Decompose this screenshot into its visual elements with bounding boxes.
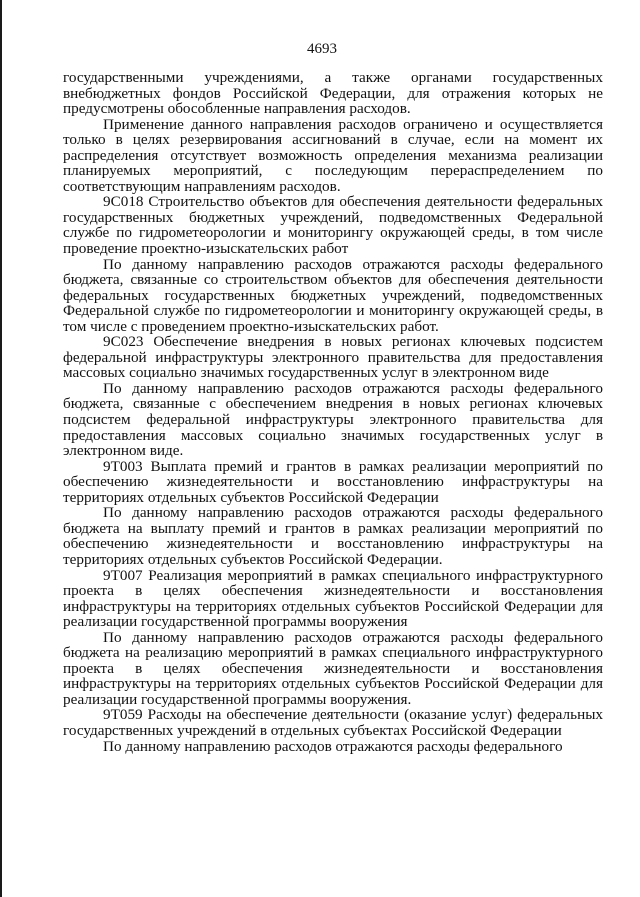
paragraph-9c023-description: По данному направлению расходов отражаются расходы федерального бюджета, связанные с обеспечением внедрения в новых регионах ключевых подсистем федеральной инфраструктуры электронного правительства для предоставления массовых социально значимых государственных услуг в электронном виде.: [63, 379, 603, 460]
heading-9c023: 9С023 Обеспечение внедрения в новых регионах ключевых подсистем федеральной инфраструктуры электронного правительства для предоставления массовых социально значимых государственных услуг в электронном виде: [63, 333, 603, 382]
paragraph-9c018-description: По данному направлению расходов отражаются расходы федерального бюджета, связанные со строительством объектов для обеспечения деятельности федеральных государственных бюджетных учреждений, подведомственных Федеральной службе по гидрометеорологии и мониторингу окружающей среды, в том числе с проведением проектно-изыскательских работ.: [63, 255, 603, 335]
paragraph-reserve-restriction: Применение данного направления расходов ограничено и осуществляется только в целях резервирования ассигнований в случае, если на момент их распределения отсутствует возможность определения механизма реализации планируемых мероприятий, с последующим перераспределением по соответствующим направлениям расходов.: [63, 115, 603, 195]
document-body: [63, 70, 603, 754]
paragraph-9t007-description: По данному направлению расходов отражаются расходы федерального бюджета на реализацию мероприятий в рамках специального инфраструктурного проекта в целях обеспечения жизнедеятельности и восстановления инфраструктуры на территориях отдельных субъектов Российской Федерации для реализации государственной программы вооружения.: [63, 628, 603, 708]
heading-9t007: 9Т007 Реализация мероприятий в рамках специального инфраструктурного проекта в целях обеспечения жизнедеятельности и восстановления инфраструктуры на территориях отдельных субъектов Российской Федерации для реализации государственной программы вооружения: [63, 566, 603, 631]
heading-9t003: 9Т003 Выплата премий и грантов в рамках реализации мероприятий по обеспечению жизнедеятельности и восстановлению инфраструктуры на территориях отдельных субъектов Российской Федерации: [63, 457, 603, 506]
page-number: 4693: [307, 41, 337, 57]
paragraph-continuation: государственными учреждениями, а также органами государственных внебюджетных фондов Российской Федерации, для отражения которых не предусмотрены обособленные направления расходов.: [63, 69, 603, 118]
heading-9c018: 9С018 Строительство объектов для обеспечения деятельности федеральных государственных бюджетных учреждений, подведомственных Федеральной службе по гидрометеорологии и мониторингу окружающей среды, в том числе проведение проектно-изыскательских работ: [63, 193, 603, 258]
paragraph-9t059-description: По данному направлению расходов отражаются расходы федерального: [103, 737, 563, 755]
paragraph-9t003-description: По данному направлению расходов отражаются расходы федерального бюджета на выплату премий и грантов в рамках реализации мероприятий по обеспечению жизнедеятельности и восстановлению инфраструктуры на территориях отдельных субъектов Российской Федерации.: [63, 504, 603, 568]
heading-9t059: 9Т059 Расходы на обеспечение деятельности (оказание услуг) федеральных государственных учреждений в отдельных субъектах Российской Федерации: [63, 706, 603, 739]
